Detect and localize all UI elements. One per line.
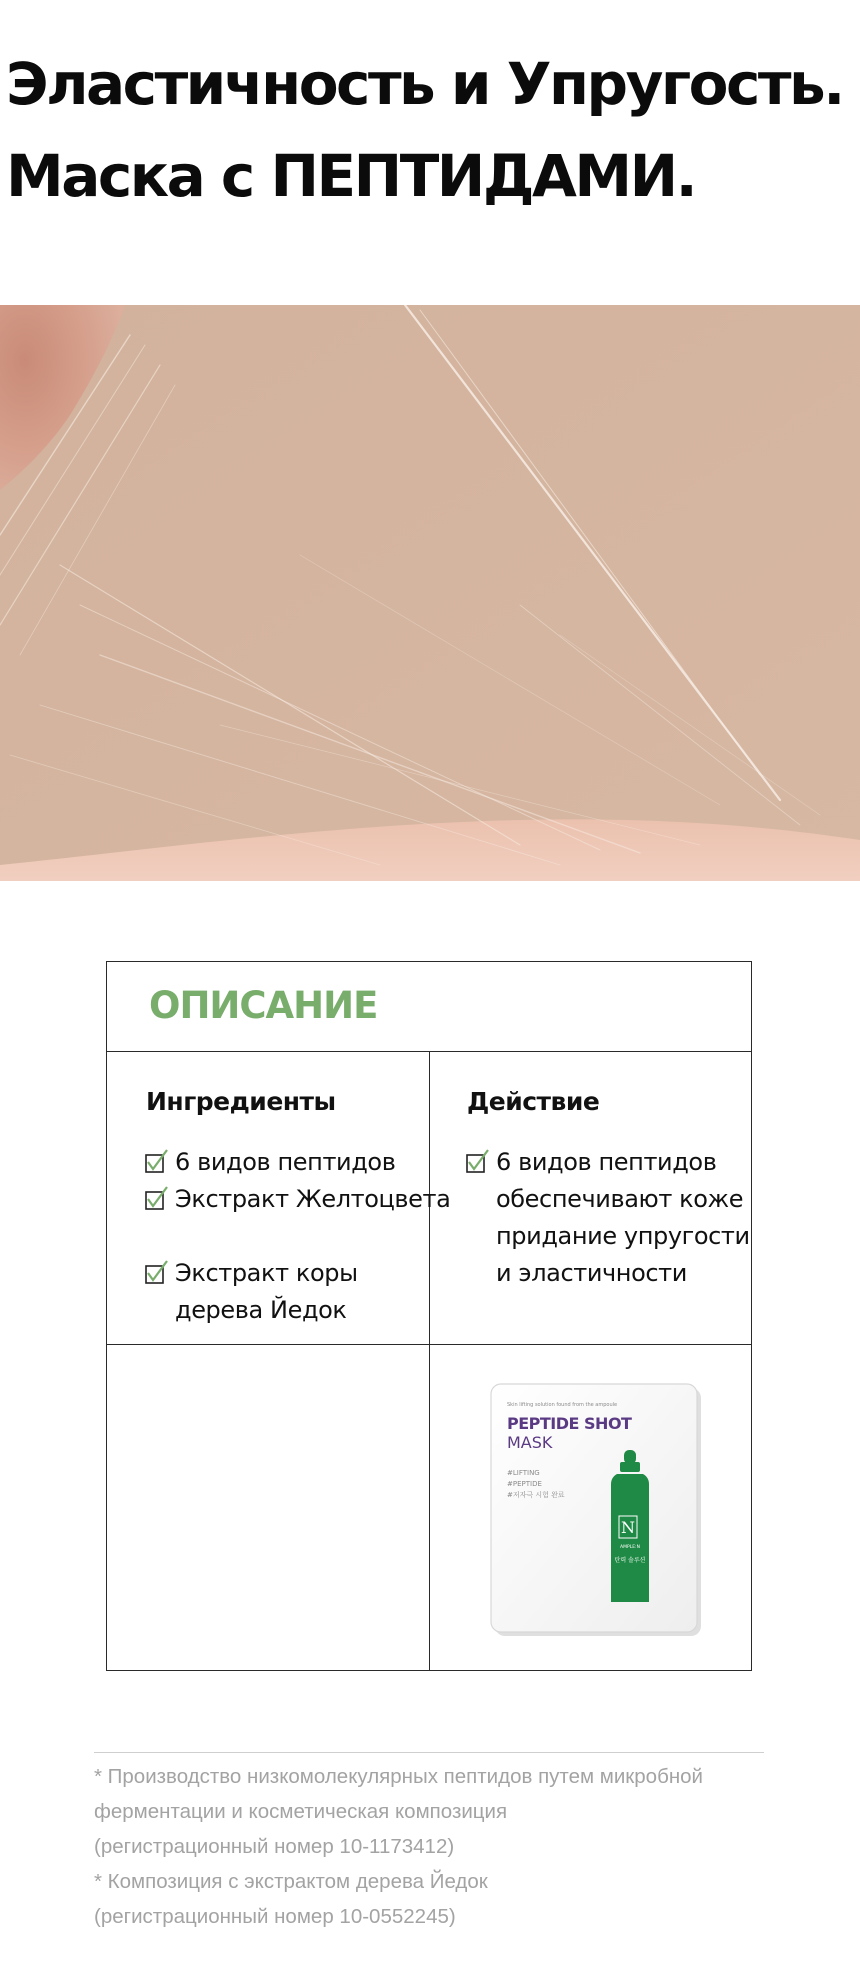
checkbox-check-icon: [466, 1149, 490, 1175]
ingredient-item-bark-line1: Экстракт коры: [175, 1259, 358, 1287]
pack-tag-test: #저자극 시험 완료: [507, 1491, 565, 1499]
page-title: [6, 38, 843, 222]
footnote-line-1: * Производство низкомолекулярных пептидов путем микробной: [94, 1765, 703, 1788]
description-header: [107, 962, 751, 1052]
bottle-label: 탄력 솔루션: [614, 1557, 646, 1564]
product-mask-pack-image: [489, 1382, 703, 1638]
ingredient-item-bark-line2: дерева Йедок: [175, 1296, 347, 1324]
footnote-line-4: * Композиция с экстрактом дерева Йедок: [94, 1870, 488, 1893]
footnote-line-3: (регистрационный номер 10-1173412): [94, 1835, 455, 1858]
action-title: Действие: [467, 1087, 600, 1116]
title-line-2: Маска с ПЕПТИДАМИ.: [6, 142, 696, 210]
action-line-1: 6 видов пептидов: [496, 1148, 717, 1176]
pack-tagline: Skin lifting solution found from the ampoule: [507, 1402, 618, 1408]
title-line-1: Эластичность и Упругость.: [6, 50, 843, 118]
pack-tag-peptide: #PEPTIDE: [507, 1480, 542, 1488]
pack-name-line2: MASK: [507, 1433, 553, 1452]
pack-tag-lifting: #LIFTING: [507, 1469, 540, 1477]
description-heading: ОПИСАНИЕ: [149, 984, 378, 1027]
bottle-brand: AMPLE:N: [620, 1545, 640, 1550]
bottle-logo-letter: N: [621, 1518, 635, 1537]
checkbox-check-icon: [145, 1186, 169, 1212]
footnote-line-5: (регистрационный номер 10-0552245): [94, 1905, 456, 1928]
pack-name-line1: PEPTIDE SHOT: [507, 1414, 632, 1433]
row-divider: [107, 1344, 751, 1345]
footnote-line-2: ферментации и косметическая композиция: [94, 1800, 508, 1823]
ingredients-title: Ингредиенты: [146, 1087, 336, 1116]
texture-photo: [0, 305, 860, 881]
action-line-4: и эластичности: [496, 1259, 687, 1287]
checkbox-check-icon: [145, 1149, 169, 1175]
action-line-2: обеспечивают коже: [496, 1185, 744, 1213]
ingredient-item-peptides: 6 видов пептидов: [175, 1148, 396, 1176]
checkbox-check-icon: [145, 1260, 169, 1286]
description-table: [106, 961, 752, 1671]
column-divider: [429, 1052, 430, 1670]
footnotes: [94, 1752, 764, 1934]
action-line-3: придание упругости: [496, 1222, 750, 1250]
ingredient-item-goldenrod: Экстракт Желтоцвета: [175, 1185, 451, 1213]
